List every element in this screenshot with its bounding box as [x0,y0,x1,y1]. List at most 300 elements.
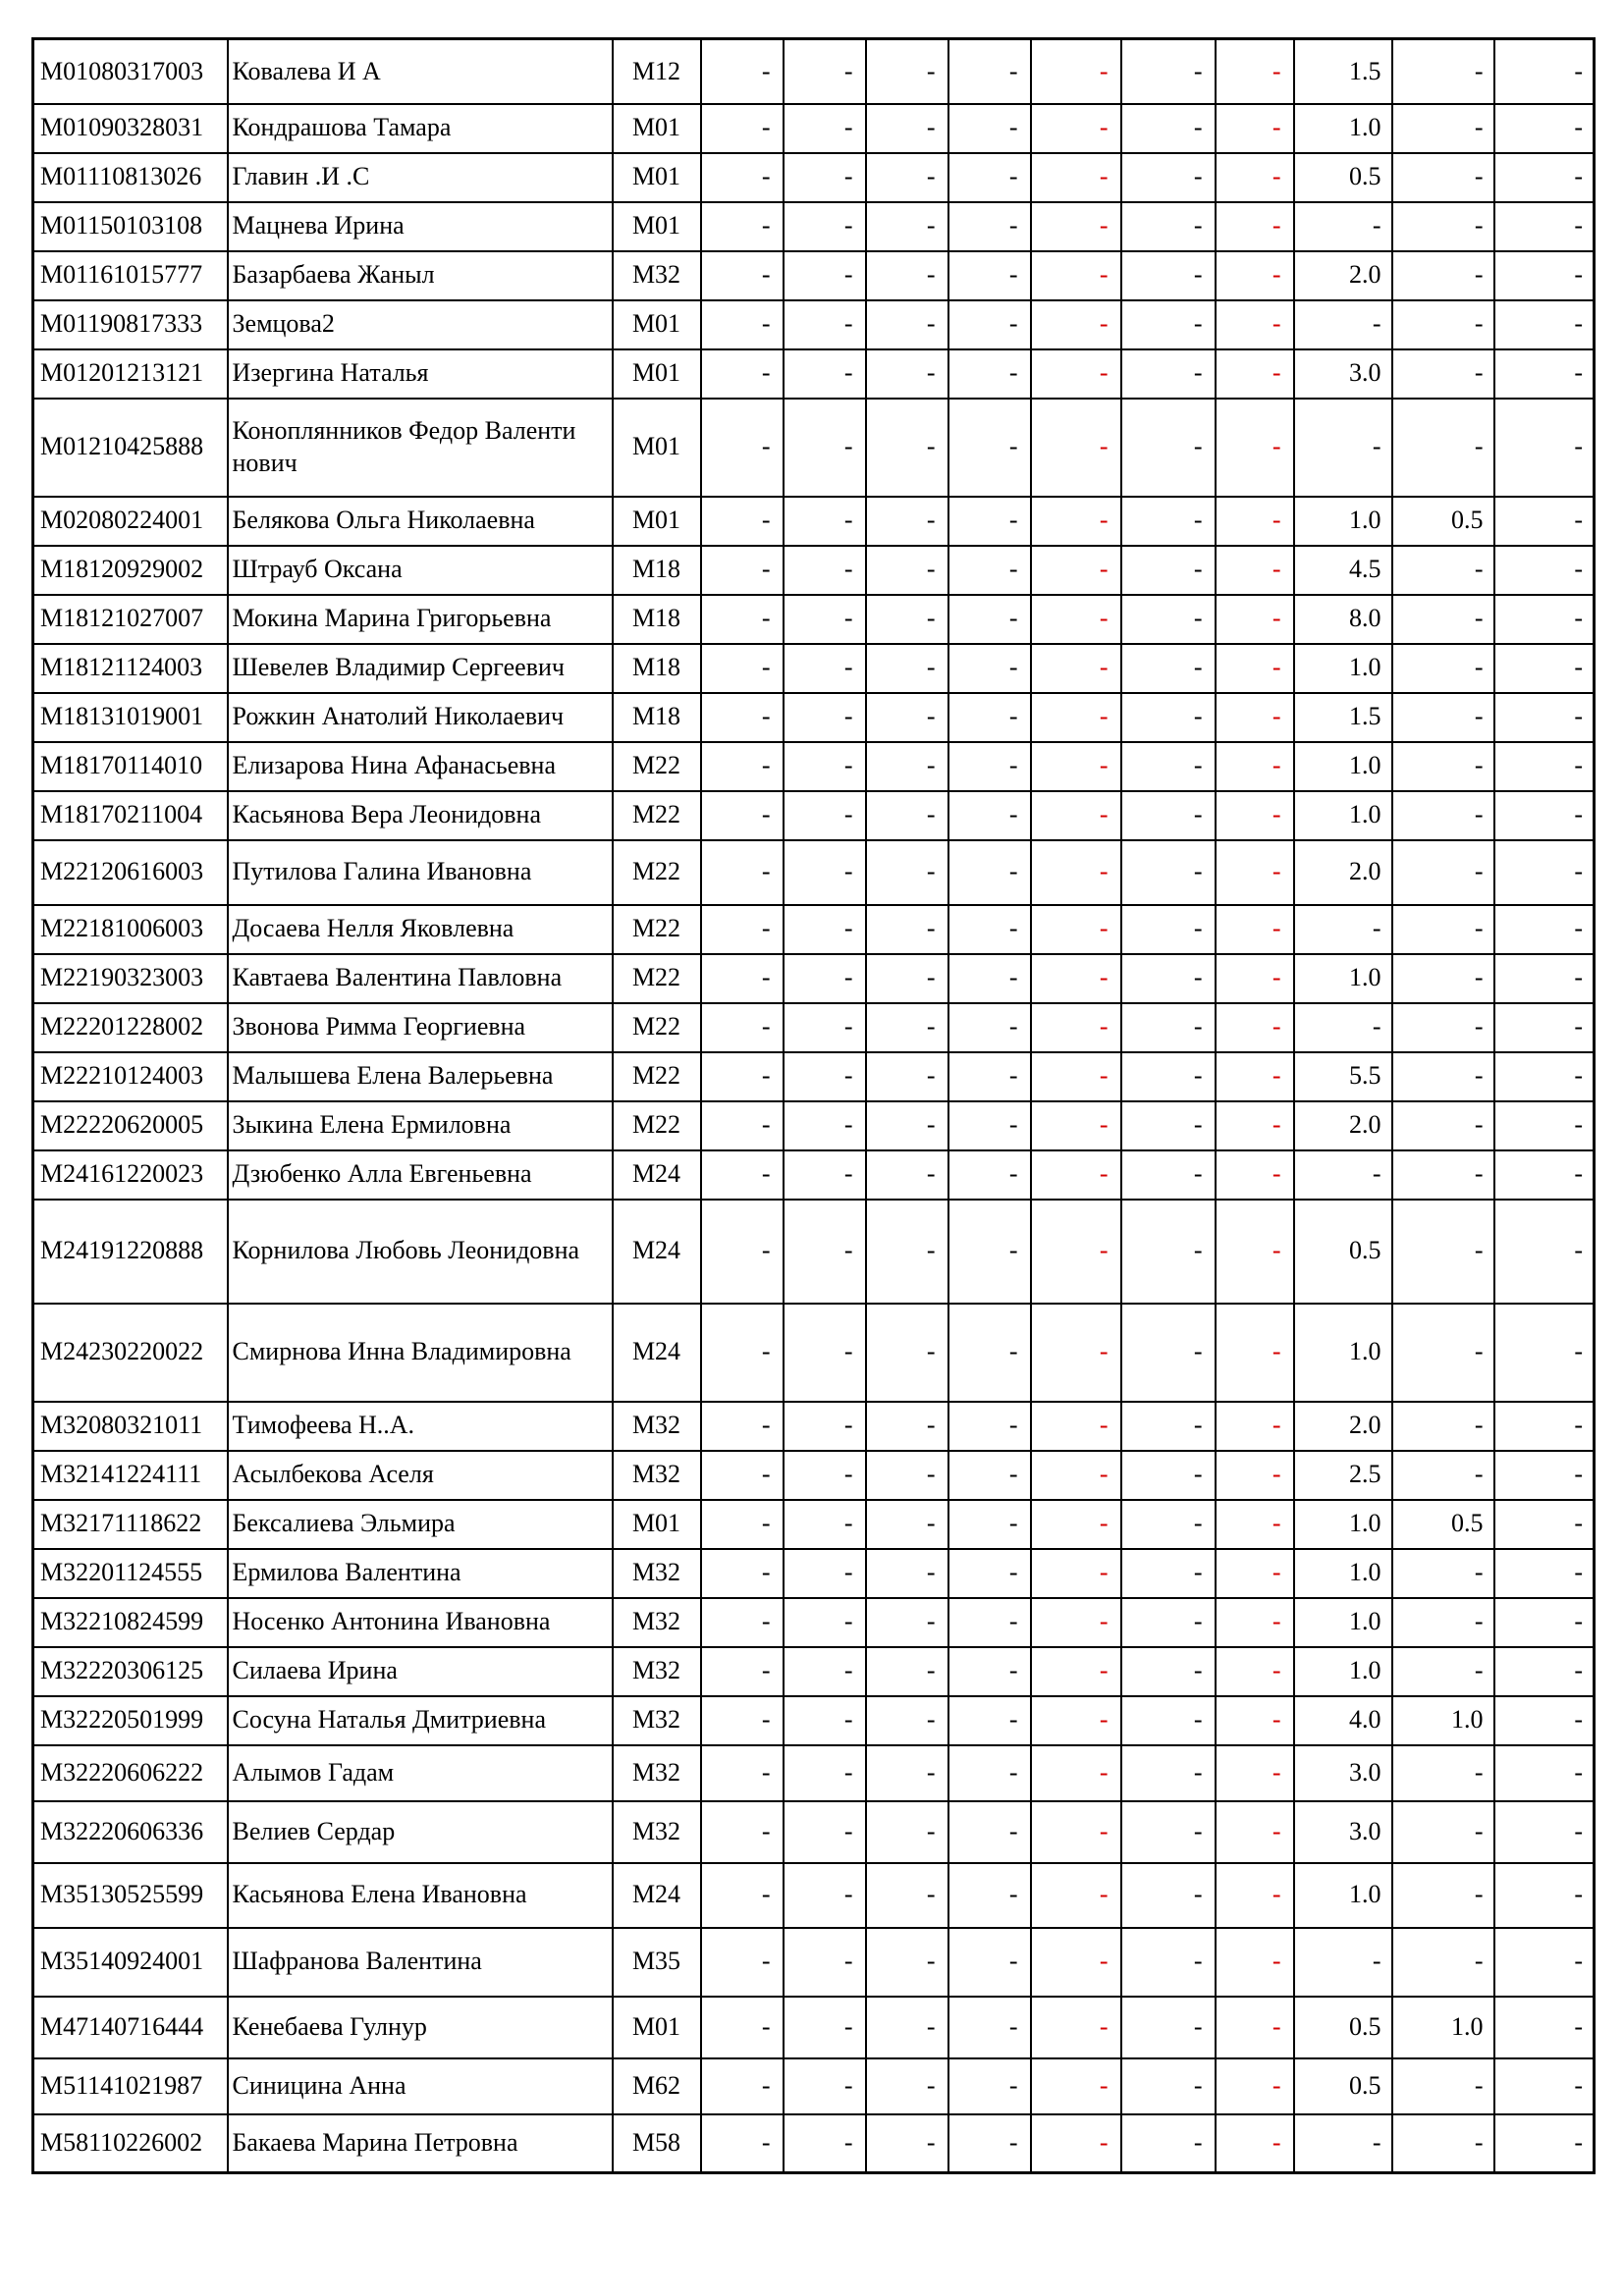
value-cell: - [1294,300,1392,349]
group-cell: M01 [613,202,701,251]
group-cell: M22 [613,1003,701,1052]
participant-code-cell: M01201213121 [33,349,228,399]
group-cell: M62 [613,2058,701,2114]
value-cell: - [784,1863,866,1928]
value-cell: - [1294,202,1392,251]
participant-code-cell: M24161220023 [33,1150,228,1200]
value-cell: - [784,202,866,251]
value-cell: - [1121,1101,1216,1150]
value-cell: - [866,2058,948,2114]
value-cell: - [1031,693,1121,742]
value-cell: - [1216,1150,1294,1200]
value-cell: 1.0 [1294,1598,1392,1647]
value-cell: 1.0 [1294,1863,1392,1928]
value-cell: - [784,1696,866,1745]
value-cell: 0.5 [1294,2058,1392,2114]
value-cell: - [1031,1549,1121,1598]
value-cell: - [701,840,784,905]
table-row [33,2058,1595,2114]
value-cell: - [701,1304,784,1402]
participant-name-cell: Мацнева Ирина [228,202,613,251]
participant-name-cell: Главин .И .С [228,153,613,202]
value-cell: - [1494,1696,1595,1745]
value-cell: - [866,1500,948,1549]
value-cell: - [1392,251,1494,300]
value-cell: - [1392,2114,1494,2173]
value-cell: - [784,791,866,840]
participant-name-cell: Смирнова Инна Владимировна [228,1304,613,1402]
value-cell: 1.5 [1294,39,1392,104]
value-cell: - [866,1801,948,1863]
value-cell: - [1031,1150,1121,1200]
value-cell: - [1121,1304,1216,1402]
value-cell: - [1494,595,1595,644]
value-cell: - [1216,954,1294,1003]
value-cell: 1.0 [1294,104,1392,153]
group-cell: M01 [613,399,701,497]
value-cell: - [1121,1500,1216,1549]
value-cell: - [948,104,1031,153]
value-cell: 1.0 [1294,644,1392,693]
value-cell: - [948,840,1031,905]
participant-name-cell: Рожкин Анатолий Николаевич [228,693,613,742]
participant-code-cell: M47140716444 [33,1997,228,2058]
participant-code-cell: M18131019001 [33,693,228,742]
value-cell: - [1216,1304,1294,1402]
value-cell: - [866,300,948,349]
value-cell: - [1216,905,1294,954]
value-cell: - [948,2114,1031,2173]
value-cell: - [948,1402,1031,1451]
table-row [33,1696,1595,1745]
value-cell: 0.5 [1294,1997,1392,2058]
value-cell: - [948,1863,1031,1928]
value-cell: - [784,2114,866,2173]
value-cell: - [866,1696,948,1745]
value-cell: - [701,202,784,251]
participant-code-cell: M35140924001 [33,1928,228,1997]
value-cell: 3.0 [1294,1801,1392,1863]
participant-code-cell: M22220620005 [33,1101,228,1150]
value-cell: - [1392,1801,1494,1863]
value-cell: - [1216,1928,1294,1997]
value-cell: - [1216,595,1294,644]
value-cell: - [1494,1200,1595,1304]
value-cell: - [866,104,948,153]
value-cell: - [1392,595,1494,644]
value-cell: - [1121,1052,1216,1101]
value-cell: - [1216,546,1294,595]
participant-name-cell: Сосуна Наталья Дмитриевна [228,1696,613,1745]
group-cell: M01 [613,349,701,399]
value-cell: - [948,1696,1031,1745]
value-cell: - [1121,1696,1216,1745]
value-cell: - [1121,1150,1216,1200]
value-cell: - [948,742,1031,791]
value-cell: - [1121,1598,1216,1647]
value-cell: 5.5 [1294,1052,1392,1101]
value-cell: - [948,349,1031,399]
value-cell: 0.5 [1392,497,1494,546]
value-cell: - [784,1997,866,2058]
value-cell: - [1031,39,1121,104]
value-cell: - [784,1801,866,1863]
participant-name-cell: Силаева Ирина [228,1647,613,1696]
value-cell: 2.0 [1294,840,1392,905]
value-cell: - [866,153,948,202]
value-cell: - [701,2114,784,2173]
table-row [33,202,1595,251]
value-cell: - [1392,644,1494,693]
value-cell: 4.5 [1294,546,1392,595]
value-cell: - [1494,1500,1595,1549]
value-cell: - [948,1997,1031,2058]
value-cell: - [1216,497,1294,546]
value-cell: - [1121,1745,1216,1801]
participant-name-cell: Касьянова Вера Леонидовна [228,791,613,840]
value-cell: - [1216,1052,1294,1101]
value-cell: - [1392,300,1494,349]
value-cell: - [1031,1451,1121,1500]
value-cell: - [1031,251,1121,300]
participant-code-cell: M01150103108 [33,202,228,251]
value-cell: 0.5 [1392,1500,1494,1549]
value-cell: - [866,1150,948,1200]
value-cell: - [1031,1696,1121,1745]
value-cell: - [1294,1150,1392,1200]
value-cell: - [866,349,948,399]
value-cell: - [1494,1647,1595,1696]
value-cell: 1.0 [1294,1304,1392,1402]
participant-name-cell: Касьянова Елена Ивановна [228,1863,613,1928]
value-cell: - [1121,1647,1216,1696]
value-cell: - [1216,1451,1294,1500]
value-cell: - [1494,1801,1595,1863]
value-cell: - [1494,399,1595,497]
group-cell: M24 [613,1304,701,1402]
participant-name-cell: Белякова Ольга Николаевна [228,497,613,546]
value-cell: - [784,644,866,693]
table-row [33,2114,1595,2173]
value-cell: - [1494,497,1595,546]
value-cell: - [1494,1598,1595,1647]
value-cell: - [784,104,866,153]
value-cell: - [1216,2114,1294,2173]
value-cell: - [948,644,1031,693]
value-cell: - [784,399,866,497]
participant-name-cell: Елизарова Нина Афанасьевна [228,742,613,791]
participant-name-cell: Базарбаева Жаныл [228,251,613,300]
group-cell: M01 [613,104,701,153]
group-cell: M32 [613,1549,701,1598]
table-row [33,1647,1595,1696]
value-cell: - [1121,2114,1216,2173]
value-cell: - [866,905,948,954]
group-cell: M12 [613,39,701,104]
value-cell: - [784,546,866,595]
value-cell: - [866,693,948,742]
value-cell: - [1031,1997,1121,2058]
group-cell: M18 [613,546,701,595]
value-cell: - [1494,1052,1595,1101]
value-cell: - [1392,742,1494,791]
participant-name-cell: Тимофеева Н..А. [228,1402,613,1451]
table-row [33,251,1595,300]
value-cell: - [1121,644,1216,693]
value-cell: - [1392,791,1494,840]
value-cell: - [1031,1647,1121,1696]
value-cell: - [1031,1598,1121,1647]
value-cell: - [1494,791,1595,840]
value-cell: - [1494,1863,1595,1928]
participant-name-cell: Изергина Наталья [228,349,613,399]
value-cell: - [866,742,948,791]
participant-code-cell: M32220306125 [33,1647,228,1696]
value-cell: - [784,1304,866,1402]
value-cell: - [948,954,1031,1003]
value-cell: - [701,1402,784,1451]
participant-code-cell: M24230220022 [33,1304,228,1402]
value-cell: - [1121,1003,1216,1052]
table-row [33,1304,1595,1402]
participant-code-cell: M22181006003 [33,905,228,954]
value-cell: - [1121,954,1216,1003]
participant-code-cell: M01190817333 [33,300,228,349]
value-cell: 3.0 [1294,1745,1392,1801]
value-cell: - [866,1647,948,1696]
participant-code-cell: M22201228002 [33,1003,228,1052]
participant-code-cell: M18170211004 [33,791,228,840]
value-cell: - [866,644,948,693]
participant-code-cell: M24191220888 [33,1200,228,1304]
participant-code-cell: M58110226002 [33,2114,228,2173]
group-cell: M18 [613,644,701,693]
value-cell: - [1494,39,1595,104]
value-cell: - [1294,1003,1392,1052]
value-cell: - [1494,840,1595,905]
value-cell: - [784,1052,866,1101]
value-cell: - [1031,399,1121,497]
participant-name-cell: Ермилова Валентина [228,1549,613,1598]
value-cell: - [1494,300,1595,349]
value-cell: - [1216,1801,1294,1863]
value-cell: - [1392,1003,1494,1052]
value-cell: - [701,595,784,644]
value-cell: - [1494,202,1595,251]
value-cell: - [701,153,784,202]
table-row [33,693,1595,742]
value-cell: - [784,954,866,1003]
value-cell: - [866,1745,948,1801]
value-cell: - [701,497,784,546]
group-cell: M22 [613,791,701,840]
value-cell: - [1294,399,1392,497]
value-cell: - [1031,791,1121,840]
group-cell: M32 [613,1801,701,1863]
participant-name-cell: Малышева Елена Валерьевна [228,1052,613,1101]
value-cell: - [1216,349,1294,399]
value-cell: - [1392,1402,1494,1451]
value-cell: - [701,644,784,693]
value-cell: - [1294,2114,1392,2173]
table-row [33,1500,1595,1549]
group-cell: M24 [613,1863,701,1928]
value-cell: - [1121,1200,1216,1304]
group-cell: M22 [613,742,701,791]
value-cell: - [784,905,866,954]
value-cell: - [866,1549,948,1598]
table-row [33,644,1595,693]
group-cell: M22 [613,1101,701,1150]
value-cell: - [701,2058,784,2114]
value-cell: - [1121,791,1216,840]
value-cell: - [1392,1928,1494,1997]
value-cell: - [784,1150,866,1200]
value-cell: - [1216,1200,1294,1304]
value-cell: - [1494,954,1595,1003]
value-cell: - [784,2058,866,2114]
value-cell: - [1031,2114,1121,2173]
value-cell: - [1494,905,1595,954]
value-cell: - [1494,546,1595,595]
value-cell: - [866,1928,948,1997]
value-cell: - [1392,1200,1494,1304]
value-cell: - [701,1003,784,1052]
value-cell: - [1216,791,1294,840]
participant-name-cell: Мокина Марина Григорьевна [228,595,613,644]
value-cell: - [1031,1928,1121,1997]
value-cell: - [784,1402,866,1451]
value-cell: - [1216,644,1294,693]
value-cell: - [1121,546,1216,595]
group-cell: M32 [613,1696,701,1745]
group-cell: M22 [613,1052,701,1101]
value-cell: - [701,1647,784,1696]
table-row [33,905,1595,954]
value-cell: - [1121,104,1216,153]
value-cell: - [1216,1500,1294,1549]
participant-name-cell: Дзюбенко Алла Евгеньевна [228,1150,613,1200]
participant-code-cell: M32210824599 [33,1598,228,1647]
value-cell: - [1216,1598,1294,1647]
value-cell: - [1392,905,1494,954]
value-cell: - [948,2058,1031,2114]
value-cell: - [1031,905,1121,954]
value-cell: - [948,1928,1031,1997]
value-cell: - [701,1801,784,1863]
value-cell: - [1031,104,1121,153]
value-cell: - [948,1200,1031,1304]
value-cell: - [701,104,784,153]
value-cell: - [1392,153,1494,202]
value-cell: - [948,251,1031,300]
participant-code-cell: M01161015777 [33,251,228,300]
value-cell: - [1392,1101,1494,1150]
value-cell: - [1494,693,1595,742]
value-cell: - [1216,202,1294,251]
value-cell: - [784,840,866,905]
participant-name-cell: Бексалиева Эльмира [228,1500,613,1549]
participant-code-cell: M22190323003 [33,954,228,1003]
table-row [33,349,1595,399]
participant-name-cell: Ковалева И А [228,39,613,104]
group-cell: M32 [613,1598,701,1647]
value-cell: 1.0 [1294,497,1392,546]
table-row [33,153,1595,202]
value-cell: - [1216,300,1294,349]
table-row [33,546,1595,595]
group-cell: M01 [613,497,701,546]
value-cell: - [1216,399,1294,497]
value-cell: - [1216,1647,1294,1696]
value-cell: - [1121,497,1216,546]
value-cell: - [1031,202,1121,251]
value-cell: - [1392,546,1494,595]
value-cell: - [701,1101,784,1150]
table-row [33,104,1595,153]
value-cell: - [1031,1500,1121,1549]
value-cell: - [866,1598,948,1647]
value-cell: - [1031,1402,1121,1451]
value-cell: - [1392,1304,1494,1402]
value-cell: - [1494,104,1595,153]
value-cell: - [948,300,1031,349]
participant-name-cell: Шафранова Валентина [228,1928,613,1997]
value-cell: - [1494,742,1595,791]
group-cell: M24 [613,1150,701,1200]
value-cell: - [948,1745,1031,1801]
value-cell: - [948,399,1031,497]
value-cell: - [1216,1549,1294,1598]
value-cell: - [1392,39,1494,104]
value-cell: - [1494,1745,1595,1801]
value-cell: - [1294,905,1392,954]
value-cell: - [784,251,866,300]
value-cell: - [1392,1549,1494,1598]
group-cell: M01 [613,300,701,349]
table-row [33,1052,1595,1101]
participant-name-cell: Досаева Нелля Яковлевна [228,905,613,954]
table-row [33,1928,1595,1997]
value-cell: - [948,1647,1031,1696]
value-cell: - [866,546,948,595]
value-cell: - [1031,1801,1121,1863]
results-table [31,37,1596,2174]
value-cell: - [1216,1003,1294,1052]
value-cell: - [1494,251,1595,300]
value-cell: - [1392,399,1494,497]
participant-name-cell: Коноплянников Федор Валенти нович [228,399,613,497]
value-cell: - [1494,1402,1595,1451]
value-cell: - [1121,39,1216,104]
value-cell: - [866,399,948,497]
value-cell: - [1031,546,1121,595]
participant-code-cell: M18170114010 [33,742,228,791]
value-cell: - [1494,1150,1595,1200]
value-cell: - [701,791,784,840]
value-cell: - [1031,840,1121,905]
value-cell: - [784,693,866,742]
value-cell: - [948,1801,1031,1863]
value-cell: - [1494,2114,1595,2173]
value-cell: 0.5 [1294,1200,1392,1304]
value-cell: - [1216,104,1294,153]
participant-code-cell: M32080321011 [33,1402,228,1451]
value-cell: - [866,1863,948,1928]
group-cell: M22 [613,905,701,954]
value-cell: - [1392,104,1494,153]
value-cell: - [784,1598,866,1647]
